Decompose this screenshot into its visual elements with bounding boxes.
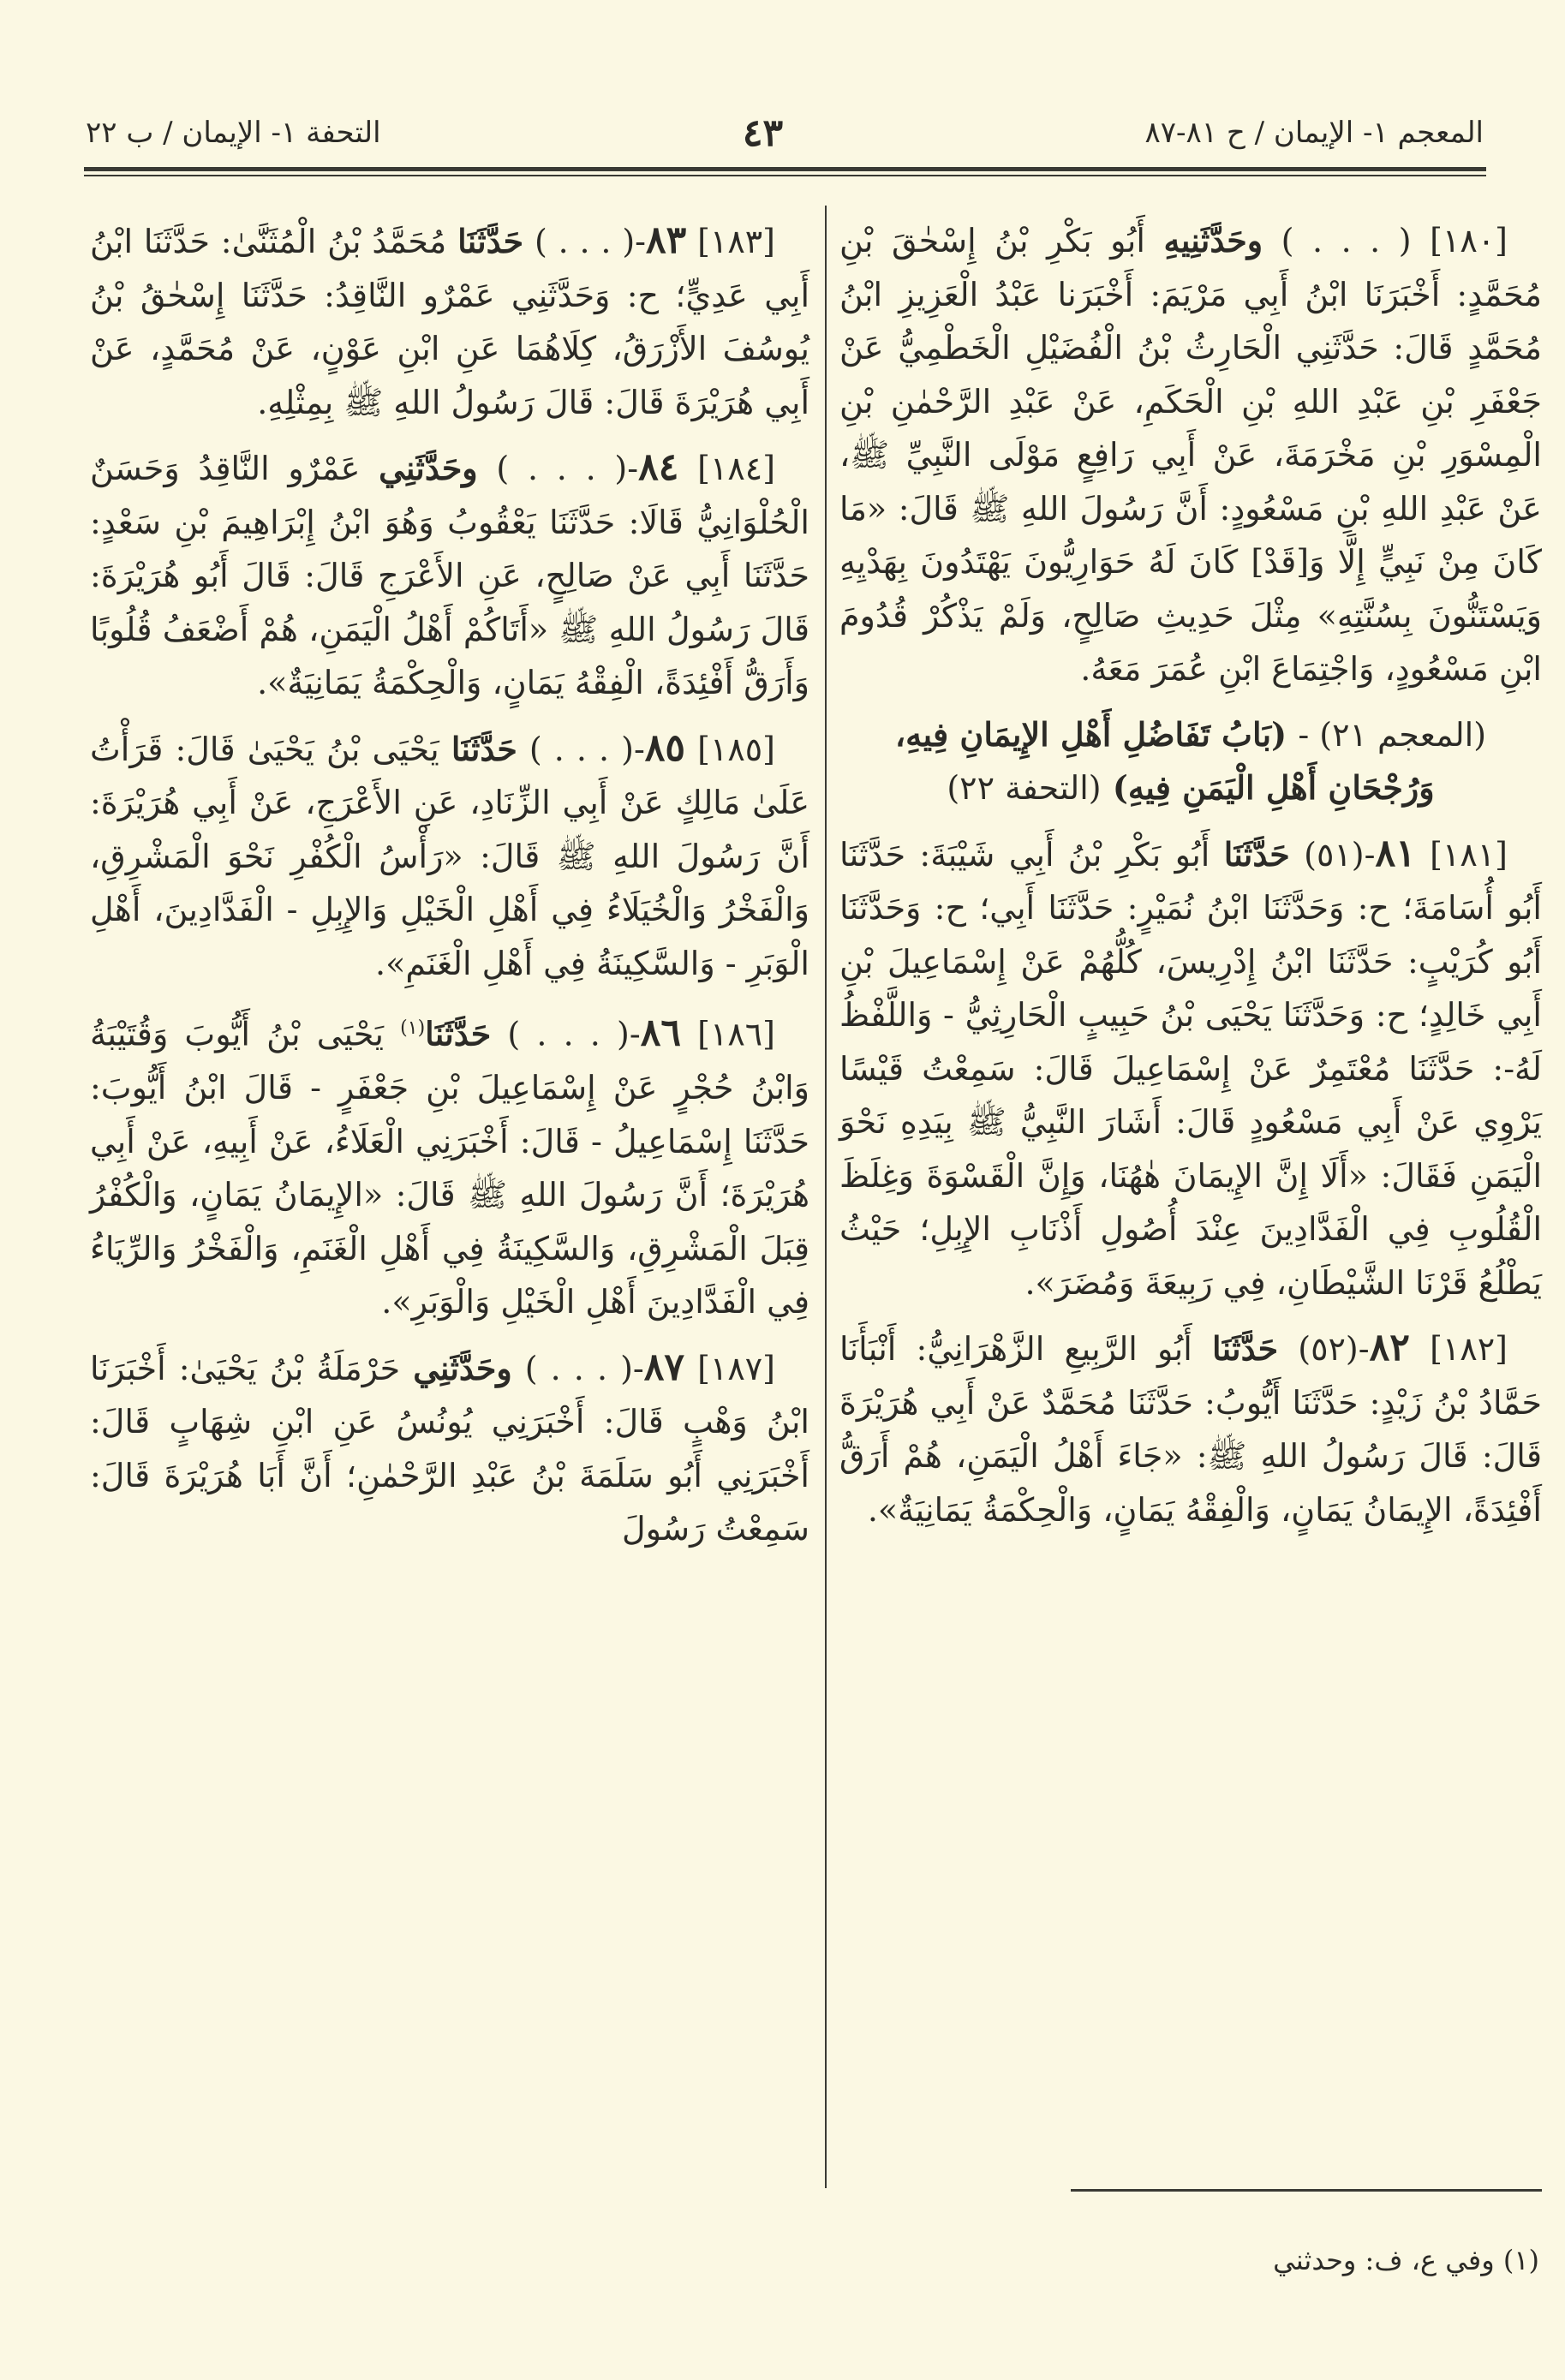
- footnote-1: [857, 2244, 1539, 2276]
- hadith-181: [839, 827, 1542, 1310]
- hadith-lead: حَدَّثَنَا: [1223, 834, 1290, 874]
- hadith-paren: -( . . . ): [529, 730, 645, 768]
- hadith-187: [90, 1341, 809, 1556]
- hadith-text: مُحَمَّدُ بْنُ الْمُثَنَّىٰ: حَدَّثَنَا ابْنُ أَبِي عَدِيٍّ؛ ح: وَحَدَّثَنِي عَمْرٌو النَّاقِدُ: حَدَّثَنَا إِسْحٰقُ بْنُ يُوسُفَ الأَزْرَقُ، كِلَاهُمَا عَنِ ابْنِ عَوْنٍ، عَنْ مُحَمَّدٍ، عَنْ أَبِي هُرَيْرَةَ قَالَ: قَالَ رَسُولُ اللهِ ﷺ بِمِثْلِهِ.: [90, 223, 809, 421]
- page-number: ٤٣: [742, 110, 784, 155]
- left-column: [90, 214, 809, 1568]
- hadith-paren: -( . . . ): [496, 450, 639, 487]
- header-rule-thick: [84, 167, 1486, 171]
- chapter-ref: (التحفة ٢٢): [947, 769, 1102, 807]
- header-rule-thin: [84, 175, 1486, 176]
- hadith-sequence: ٨٦: [640, 1011, 681, 1055]
- hadith-lead: حَدَّثَنَا: [425, 1014, 492, 1053]
- hadith-text: عَمْرٌو النَّاقِدُ وَحَسَنٌ الْحُلْوَانِيُّ قَالَا: حَدَّثَنَا يَعْقُوبُ وَهُوَ ابْنُ إِبْرَاهِيمَ بْنِ سَعْدٍ: حَدَّثَنَا أَبِي عَنْ صَالِحٍ، عَنِ الأَعْرَجِ قَالَ: قَالَ أَبُو هُرَيْرَةَ: قَالَ رَسُولُ اللهِ ﷺ «أَتَاكُمْ أَهْلُ الْيَمَنِ، هُمْ أَضْعَفُ قُلُوبًا وَأَرَقُّ أَفْئِدَةً، الْفِقْهُ يَمَانٍ، وَالْحِكْمَةُ يَمَانِيَةٌ».: [90, 450, 809, 701]
- running-header: [86, 103, 1484, 163]
- hadith-number: [١٨٦]: [697, 1015, 775, 1053]
- hadith-lead: حَدَّثَنَا: [451, 729, 517, 768]
- chapter-label: (المعجم ٢١) -: [1298, 715, 1487, 754]
- hadith-text: يَحْيَى بْنُ أَيُّوبَ وَقُتَيْبَةُ وَابْنُ حُجْرٍ عَنْ إِسْمَاعِيلَ بْنِ جَعْفَرٍ - قَالَ ابْنُ أَيُّوبَ: حَدَّثَنَا إِسْمَاعِيلُ - قَالَ: أَخْبَرَنِي الْعَلَاءُ، عَنْ أَبِيهِ، عَنْ أَبِي هُرَيْرَةَ؛ أَنَّ رَسُولَ اللهِ ﷺ قَالَ: «الإِيمَانُ يَمَانٍ، وَالْكُفْرُ قِبَلَ الْمَشْرِقِ، وَالسَّكِينَةُ فِي أَهْلِ الْغَنَمِ، وَالْفَخْرُ وَالرِّيَاءُ فِي الْفَدَّادِينَ أَهْلِ الْخَيْلِ وَالْوَبَرِ».: [90, 1015, 809, 1321]
- hadith-186: [90, 1002, 809, 1329]
- hadith-lead: وحَدَّثَنِيهِ: [1163, 221, 1263, 259]
- hadith-text: حَرْمَلَةُ بْنُ يَحْيَىٰ: أَخْبَرَنَا ابْنُ وَهْبٍ قَالَ: أَخْبَرَنِي يُونُسُ عَنِ ابْنِ شِهَابٍ قَالَ: أَخْبَرَنِي أَبُو سَلَمَةَ بْنُ عَبْدِ الرَّحْمٰنِ؛ أَنَّ أَبَا هُرَيْرَةَ قَالَ: سَمِعْتُ رَسُولَ: [90, 1349, 809, 1548]
- hadith-sequence: ٨٧: [643, 1345, 685, 1389]
- hadith-180: [839, 214, 1542, 696]
- hadith-paren: -( . . . ): [507, 1015, 641, 1053]
- column-divider: [825, 206, 827, 2188]
- footnote-reference[interactable]: (١): [400, 1017, 426, 1039]
- chapter-title: (بَابُ تَفَاضُلِ أَهْلِ الإِيمَانِ فِيهِ، وَرُجْحَانِ أَهْلِ الْيَمَنِ فِيهِ): [894, 714, 1435, 807]
- hadith-number: [١٨١]: [1430, 835, 1508, 874]
- hadith-number: [١٨٧]: [697, 1349, 775, 1387]
- hadith-text: أَبُو بَكْرِ بْنُ إِسْحٰقَ بْنِ مُحَمَّدٍ: أَخْبَرَنَا ابْنُ أَبِي مَرْيَمَ: أَخْبَرَنا عَبْدُ الْعَزِيزِ ابْنُ مُحَمَّدٍ قَالَ: حَدَّثَنِي الْحَارِثُ بْنُ الْفُضَيْلِ الْخَطْمِيُّ عَنْ جَعْفَرِ بْنِ عَبْدِ اللهِ بْنِ الْحَكَمِ، عَنْ عَبْدِ الرَّحْمٰنِ بْنِ الْمِسْوَرِ بْنِ مَخْرَمَةَ، عَنْ أَبِي رَافِعٍ مَوْلَى النَّبِيِّ ﷺ، عَنْ عَبْدِ اللهِ بْنِ مَسْعُودٍ: أَنَّ رَسُولَ اللهِ ﷺ قَالَ: «مَا كَانَ مِنْ نَبِيٍّ إِلَّا وَ[قَدْ] كَانَ لَهُ حَوَارِيُّونَ يَهْتَدُونَ بِهَدْيِهِ وَيَسْتَنُّونَ بِسُنَّتِهِ» مِثْلَ حَدِيثِ صَالِحٍ، وَلَمْ يَذْكُرْ قُدُومَ ابْنِ مَسْعُودٍ، وَاجْتِمَاعَ ابْنِ عُمَرَ مَعَهُ.: [839, 222, 1542, 688]
- footnote-rule: [1071, 2189, 1542, 2192]
- hadith-paren: -( . . . ): [524, 1349, 644, 1387]
- hadith-number: [١٨٥]: [697, 730, 775, 768]
- hadith-number: [١٨٣]: [697, 223, 775, 260]
- hadith-number: [١٨٤]: [697, 450, 776, 487]
- right-column: [839, 214, 1542, 1548]
- hadith-number: [١٨٢]: [1430, 1330, 1508, 1368]
- hadith-184: [90, 441, 809, 710]
- footnote-text: وفي ع، ف: وحدثني: [1273, 2244, 1495, 2276]
- hadith-paren: ( . . . ): [1281, 222, 1412, 259]
- hadith-183: [90, 214, 809, 429]
- hadith-lead: وحَدَّثَنِي: [413, 1348, 512, 1387]
- hadith-sequence: ٨٤: [638, 445, 679, 489]
- hadith-182: [839, 1321, 1542, 1536]
- header-left-reference: التحفة ١- الإيمان / ب ٢٢: [86, 116, 381, 150]
- hadith-paren: -( . . . ): [534, 223, 646, 260]
- hadith-paren: -(٥١): [1304, 835, 1376, 874]
- footnote-mark: (١): [1502, 2244, 1539, 2276]
- hadith-sequence: ٨٢: [1369, 1326, 1410, 1369]
- chapter-heading: [839, 708, 1542, 815]
- hadith-sequence: ٨٣: [645, 218, 687, 262]
- hadith-185: [90, 722, 809, 991]
- hadith-lead: حَدَّثَنَا: [457, 222, 524, 260]
- hadith-paren: -(٥٢): [1298, 1330, 1370, 1368]
- hadith-text: أَبُو بَكْرِ بْنُ أَبِي شَيْبَةَ: حَدَّثَنَا أَبُو أُسَامَةَ؛ ح: وَحَدَّثَنَا ابْنُ نُمَيْرٍ: حَدَّثَنَا أَبِي؛ ح: وَحَدَّثَنَا أَبُو كُرَيْبٍ: حَدَّثَنَا ابْنُ إِدْرِيسَ، كُلُّهُمْ عَنْ إِسْمَاعِيلَ بْنِ أَبِي خَالِدٍ؛ ح: وَحَدَّثَنَا يَحْيَى بْنُ حَبِيبٍ الْحَارِثِيُّ - وَاللَّفْظُ لَهُ-: حَدَّثَنَا مُعْتَمِرٌ عَنْ إِسْمَاعِيلَ قَالَ: سَمِعْتُ قَيْسًا يَرْوِي عَنْ أَبِي مَسْعُودٍ قَالَ: أَشَارَ النَّبِيُّ ﷺ بِيَدِهِ نَحْوَ الْيَمَنِ فَقَالَ: «أَلَا إِنَّ الإِيمَانَ هٰهُنَا، وَإِنَّ الْقَسْوَةَ وَغِلَظَ الْقُلُوبِ فِي الْفَدَّادِينَ عِنْدَ أُصُولِ أَذْنَابِ الإِبِلِ؛ حَيْثُ يَطْلُعُ قَرْنَا الشَّيْطَانِ، فِي رَبِيعَةَ وَمُضَرَ».: [839, 835, 1542, 1302]
- hadith-sequence: ٨١: [1375, 831, 1416, 875]
- header-right-reference: المعجم ١- الإيمان / ح ٨١-٨٧: [1144, 116, 1484, 150]
- hadith-sequence: ٨٥: [644, 725, 686, 770]
- hadith-number: [١٨٠]: [1430, 222, 1508, 259]
- hadith-lead: حَدَّثَنَا: [1212, 1329, 1279, 1368]
- hadith-lead: وحَدَّثَنِي: [379, 449, 478, 487]
- hadith-text: أَبُو الرَّبِيعِ الزَّهْرَانِيُّ: أَنْبَأَنَا حَمَّادُ بْنُ زَيْدٍ: حَدَّثَنَا أَيُّوبُ: حَدَّثَنَا مُحَمَّدٌ عَنْ أَبِي هُرَيْرَةَ قَالَ: قَالَ رَسُولُ اللهِ ﷺ: «جَاءَ أَهْلُ الْيَمَنِ، هُمْ أَرَقُّ أَفْئِدَةً، الإِيمَانُ يَمَانٍ، وَالْفِقْهُ يَمَانٍ، وَالْحِكْمَةُ يَمَانِيَةٌ».: [839, 1330, 1542, 1529]
- hadith-text: يَحْيَى بْنُ يَحْيَىٰ قَالَ: قَرَأْتُ عَلَىٰ مَالِكٍ عَنْ أَبِي الزِّنَادِ، عَنِ الأَعْرَجِ، عَنْ أَبِي هُرَيْرَةَ: أَنَّ رَسُولَ اللهِ ﷺ قَالَ: «رَأْسُ الْكُفْرِ نَحْوَ الْمَشْرِقِ، وَالْفَخْرُ وَالْخُيَلَاءُ فِي أَهْلِ الْخَيْلِ وَالإِبِلِ - الْفَدَّادِينَ، أَهْلِ الْوَبَرِ - وَالسَّكِينَةُ فِي أَهْلِ الْغَنَمِ».: [90, 730, 809, 982]
